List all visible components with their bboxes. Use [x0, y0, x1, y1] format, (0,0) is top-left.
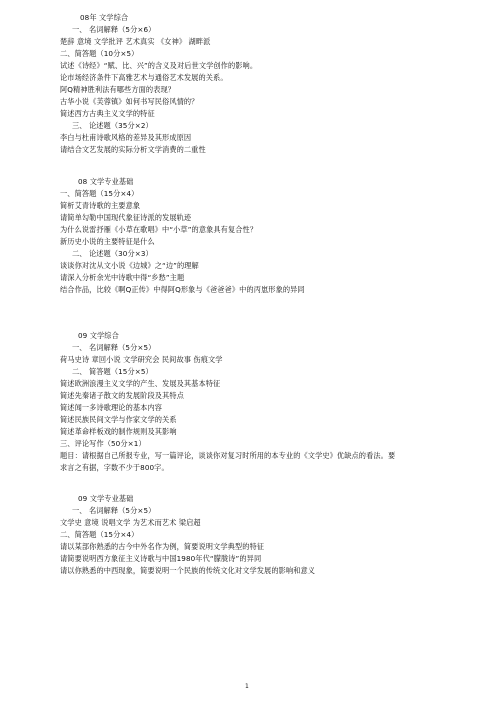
text-line: 简述先秦诸子散文的发展阶段及其特点 — [60, 391, 184, 400]
question-heading: 三、评论写作（50分×1） — [60, 439, 146, 448]
text-line: 简述西方古典主义文学的特征 — [60, 109, 155, 118]
text-line: 请以你熟悉的中西现象，简要说明一个民族的传统文化对文学发展的影响和意义 — [60, 566, 316, 575]
text-line: 为什么说雷抒雁《小草在歌唱》中“小草”的意象具有复合性？ — [60, 225, 258, 234]
text-line: 楚辞 意境 文学批评 艺术真实 《女神》 湖畔派 — [60, 37, 211, 46]
text-line: 结合作品，比较《啊Q正传》中得阿Q形象与《爸爸爸》中的丙崽形象的异同 — [60, 285, 305, 294]
text-line: 请简单勾勒中国现代象征诗派的发展轨迹 — [60, 213, 192, 222]
text-line: 阿Q精神胜利法有哪些方面的表现？ — [60, 85, 176, 94]
question-heading: 一、 名词解释（5分×5） — [72, 343, 156, 352]
text-line: 请结合文艺发展的实际分析文学消费的二重性 — [60, 145, 206, 154]
question-heading: 三、 论述题（35分×2） — [72, 121, 153, 130]
section-title: 09 文学专业基础 — [78, 494, 134, 503]
text-line: 简述民族民间文学与作家文学的关系 — [60, 415, 177, 424]
question-heading: 二、简答题（15分×4） — [60, 530, 139, 539]
text-line: 简述革命样板戏的制作规则及其影响 — [60, 427, 177, 436]
section-title: 09 文学综合 — [78, 331, 119, 340]
question-heading: 一、 名词解释（5分×5） — [72, 506, 156, 515]
text-line: 求言之有据，字数不少于800字。 — [60, 463, 169, 472]
text-line: 李白与杜甫诗歌风格的差异及其形成原因 — [60, 133, 192, 142]
page-number: 1 — [245, 683, 249, 690]
text-line: 简述闻一多诗歌理论的基本内容 — [60, 403, 163, 412]
text-line: 论市场经济条件下高雅艺术与通俗艺术发展的关系。 — [60, 73, 228, 82]
text-line: 新历史小说的主要特征是什么 — [60, 237, 155, 246]
text-line: 谈谈你对沈从文小说《边城》之“边”的理解 — [60, 261, 199, 270]
text-line: 简述欧洲浪漫主义文学的产生、发展及其基本特征 — [60, 379, 221, 388]
question-heading: 一、简答题（15分×4） — [60, 189, 139, 198]
question-heading: 二、 论述题（30分×3） — [72, 249, 153, 258]
text-line: 文学史 意境 说唱文学 为艺术而艺术 梁启超 — [60, 518, 201, 527]
text-line: 请深入分析余光中诗歌中得“乡愁”主题 — [60, 273, 185, 282]
text-line: 古华小说《芙蓉镇》如何书写民俗风情的？ — [60, 97, 199, 106]
text-line: 题目：请根据自己所报专业，写一篇评论，谈谈你对复习时所用的本专业的《文学史》优缺点的看法。要 — [60, 451, 396, 460]
text-line: 简析艾青诗歌的主要意象 — [60, 201, 141, 210]
text-line: 请以某部你熟悉的古今中外名作为例，简要说明文学典型的特征 — [60, 542, 265, 551]
text-line: 试述《诗经》“赋、比、兴”的含义及对后世文学创作的影响。 — [60, 61, 258, 70]
text-line: 荷马史诗 章回小说 文学研究会 民间故事 伤痕文学 — [60, 355, 223, 364]
question-heading: 二、 简答题（15分×5） — [72, 367, 153, 376]
question-heading: 一、 名词解释（5分×6） — [72, 25, 156, 34]
section-title: 08年 文学综合 — [80, 13, 129, 22]
text-line: 请简要说明西方象征主义诗歌与中国1980年代“朦胧诗”的异同 — [60, 554, 262, 563]
question-heading: 二、简答题（10分×5） — [60, 49, 139, 58]
section-title: 08 文学专业基础 — [78, 177, 134, 186]
